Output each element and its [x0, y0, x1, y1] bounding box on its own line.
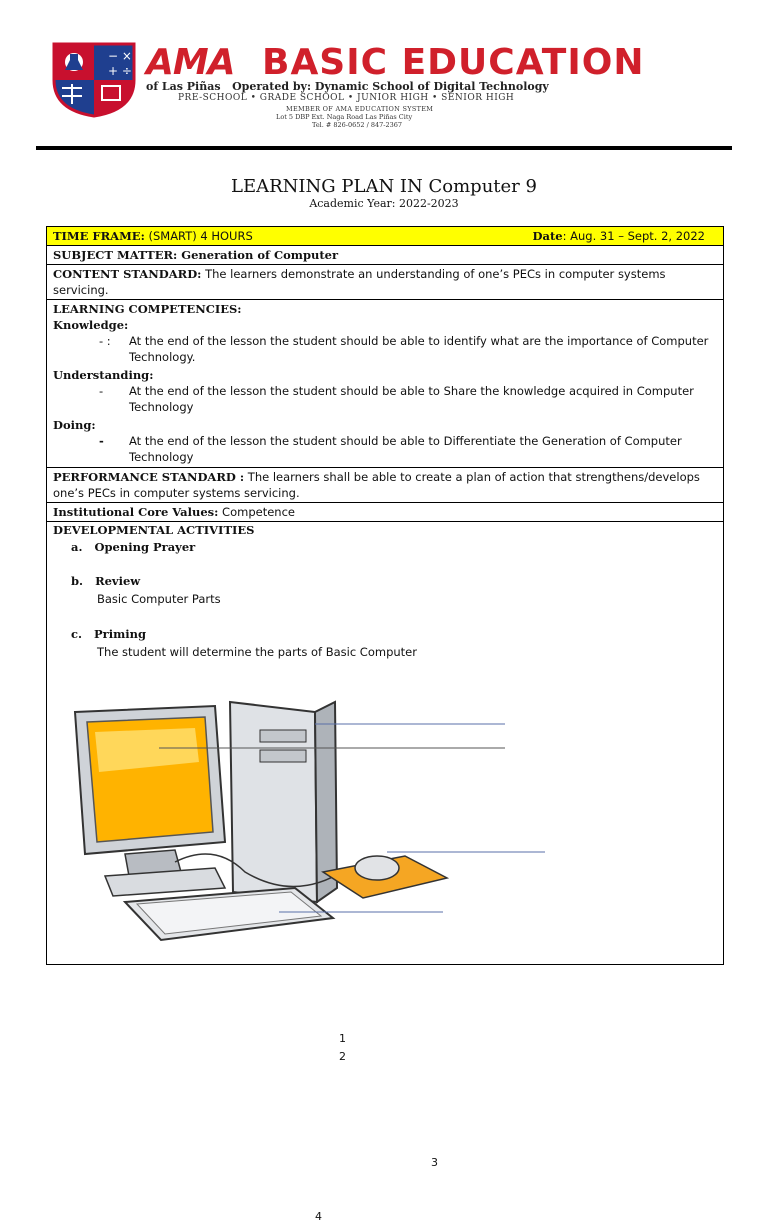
- svg-text:− ×: − ×: [108, 49, 132, 63]
- date: [533, 228, 717, 244]
- activity-a: [71, 540, 195, 554]
- subject-value: Generation of Computer: [177, 248, 339, 262]
- competencies-label: LEARNING COMPETENCIES:: [53, 302, 242, 316]
- time-frame: [53, 228, 253, 244]
- brand-line: [146, 80, 549, 93]
- developmental-activities-section: [47, 522, 723, 1223]
- tel-line: Tel. # 826-0652 / 847-2367: [312, 121, 403, 129]
- keyboard-icon: [125, 888, 333, 940]
- activity-b-title: Review: [95, 574, 141, 588]
- doing-dash: -: [99, 434, 104, 448]
- subject-matter-row: [47, 246, 723, 265]
- svg-text:+ ÷: + ÷: [108, 64, 132, 78]
- content-label: CONTENT STANDARD:: [53, 267, 202, 281]
- understanding-item: [53, 383, 717, 415]
- knowledge-dash: - :: [99, 334, 111, 348]
- knowledge-text: At the end of the lesson the student should be able to identify what are the importance of Computer Technology.: [129, 334, 709, 364]
- operator: Operated by: Dynamic School of Digital Technology: [232, 80, 549, 93]
- address-line: Lot 5 DBP Ext. Naga Road Las Piñas City: [276, 113, 413, 121]
- campus: of Las Piñas: [146, 80, 221, 93]
- core-label: Institutional Core Values:: [53, 505, 219, 519]
- understanding-dash: -: [99, 384, 104, 398]
- computer-parts-diagram: [65, 692, 545, 952]
- activity-b-marker: b.: [71, 574, 84, 588]
- activity-a-title: Opening Prayer: [94, 540, 196, 554]
- core-values-row: [47, 503, 723, 522]
- content-standard-row: [47, 265, 723, 300]
- understanding-text: At the end of the lesson the student should be able to Share the knowledge acquired in Computer Technology: [129, 384, 694, 414]
- dev-label: DEVELOPMENTAL ACTIVITIES: [53, 523, 255, 537]
- page-title: LEARNING PLAN IN Computer 9: [231, 176, 537, 197]
- diagram-number-4: 4: [315, 1210, 322, 1223]
- performance-standard-row: [47, 468, 723, 503]
- activity-c: [71, 627, 146, 641]
- doing-text: At the end of the lesson the student should be able to Differentiate the Generation of Computer Technology: [129, 434, 682, 464]
- activity-c-marker: c.: [71, 627, 83, 641]
- school-levels: PRE-SCHOOL • GRADE SCHOOL • JUNIOR HIGH • SENIOR HIGH: [178, 93, 515, 103]
- subject-label: SUBJECT MATTER:: [53, 248, 178, 262]
- diagram-number-2: 2: [339, 1050, 346, 1063]
- knowledge-label: Knowledge:: [53, 318, 129, 332]
- doing-item: [53, 433, 717, 465]
- content-value: The learners demonstrate an understanding of one’s PECs in computer systems servicing.: [53, 267, 666, 297]
- member-line: MEMBER OF AMA EDUCATION SYSTEM: [286, 105, 434, 113]
- knowledge-item: [53, 333, 717, 365]
- learning-competencies-row: [47, 300, 723, 468]
- school-seal-logo: [50, 40, 138, 118]
- activity-a-marker: a.: [71, 540, 83, 554]
- activity-c-detail: The student will determine the parts of Basic Computer: [97, 645, 417, 659]
- time-frame-value: (SMART) 4 HOURS: [144, 229, 253, 243]
- time-frame-label: TIME FRAME:: [53, 229, 145, 243]
- brand-name: BASIC EDUCATION: [262, 42, 645, 83]
- date-value: : Aug. 31 – Sept. 2, 2022: [562, 229, 705, 243]
- academic-year: Academic Year: 2022-2023: [309, 197, 459, 210]
- performance-label: PERFORMANCE STANDARD :: [53, 470, 245, 484]
- understanding-label: Understanding:: [53, 368, 154, 382]
- date-label: Date: [532, 229, 563, 243]
- performance-value: The learners shall be able to create a plan of action that strengthens/develops one’s PECs in computer systems servicing.: [53, 470, 700, 500]
- monitor-icon: [75, 706, 225, 896]
- diagram-number-3: 3: [431, 1156, 438, 1169]
- time-frame-row: [47, 227, 723, 246]
- doing-label: Doing:: [53, 418, 96, 432]
- header-divider: [36, 146, 732, 150]
- diagram-number-1: 1: [339, 1032, 346, 1045]
- activity-b-detail: Basic Computer Parts: [97, 592, 221, 606]
- school-header: [50, 38, 730, 128]
- learning-plan-table: [46, 226, 724, 1223]
- activity-c-title: Priming: [94, 627, 147, 641]
- brand-ama: AMA: [146, 42, 235, 83]
- core-value: Competence: [218, 505, 295, 519]
- activity-b: [71, 574, 140, 588]
- mouse-icon: [323, 856, 447, 898]
